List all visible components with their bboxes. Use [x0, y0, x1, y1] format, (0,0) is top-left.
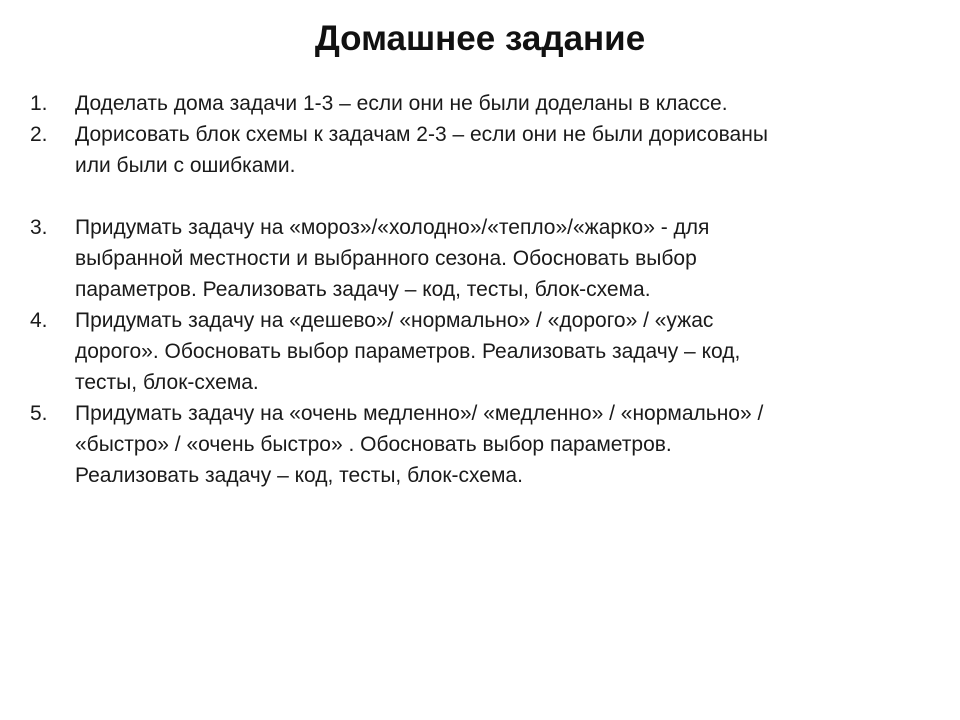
item-number: 5. — [30, 402, 48, 425]
list-item — [30, 305, 930, 398]
item-text-line: Придумать задачу на «дешево»/ «нормально» / «дорого» / «ужас — [75, 309, 714, 332]
item-text — [75, 212, 930, 305]
item-text-line: «быстро» / «очень быстро» . Обосновать выбор параметров. — [75, 433, 672, 456]
item-text — [75, 398, 930, 491]
item-text-line: Придумать задачу на «мороз»/«холодно»/«тепло»/«жарко» - для — [75, 216, 710, 239]
homework-list — [30, 88, 930, 491]
item-number: 1. — [30, 92, 48, 115]
item-number: 4. — [30, 309, 48, 332]
list-item — [30, 212, 930, 305]
item-text-line: Придумать задачу на «очень медленно»/ «медленно» / «нормально» / — [75, 402, 764, 425]
item-text-line: дорого». Обосновать выбор параметров. Реализовать задачу – код, — [75, 340, 741, 363]
item-text-line: Дорисовать блок схемы к задачам 2-3 – если они не были дорисованы — [75, 123, 768, 146]
item-text — [75, 88, 930, 119]
item-text-line: или были с ошибками. — [75, 154, 296, 177]
list-item — [30, 88, 930, 119]
item-text-line: выбранной местности и выбранного сезона. Обосновать выбор — [75, 247, 697, 270]
item-text-line: Доделать дома задачи 1-3 – если они не были доделаны в классе. — [75, 92, 728, 115]
item-text — [75, 305, 930, 398]
list-item — [30, 119, 930, 181]
item-text-line: Реализовать задачу – код, тесты, блок-схема. — [75, 464, 523, 487]
list-item — [30, 398, 930, 491]
item-number: 3. — [30, 216, 48, 239]
page-title: Домашнее задание — [314, 19, 646, 58]
item-text — [75, 119, 930, 181]
item-text-line: параметров. Реализовать задачу – код, тесты, блок-схема. — [75, 278, 651, 301]
item-text-line: тесты, блок-схема. — [75, 371, 259, 394]
item-number: 2. — [30, 123, 48, 146]
